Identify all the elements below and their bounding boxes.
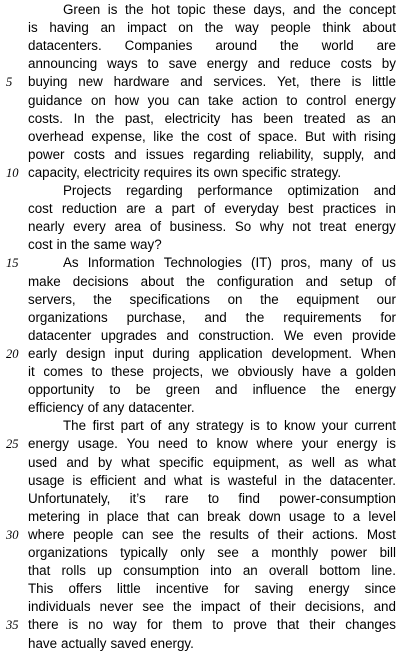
line-text: The first part of any strategy is to know your current [63, 418, 396, 434]
line-text: there is no way for them to prove that their changes [28, 617, 396, 633]
line-text: used and by what specific equipment, as well as what [28, 454, 396, 470]
text-line [0, 399, 400, 417]
line-text: datacenter upgrades and construction. We even provide [28, 327, 396, 343]
text-line [0, 435, 400, 453]
line-number: 20 [6, 346, 19, 361]
line-text: announcing ways to save energy and reduce costs by [28, 56, 396, 72]
line-text: organizations typically only see a monthly power bill [28, 545, 396, 560]
line-number: 10 [6, 165, 19, 180]
line-text: Unfortunately, it’s rare to find power-consumption [28, 490, 396, 506]
line-text: efficiency of any datacenter. [28, 400, 195, 416]
line-text: overhead expense, like the cost of space. But with rising [28, 128, 396, 144]
line-text: is having an impact on the way people think about [28, 20, 396, 36]
text-line [0, 635, 400, 653]
text-line [0, 37, 400, 55]
line-text: make decisions about the configuration and setup of [28, 273, 396, 289]
text-line [0, 73, 400, 91]
text-line [0, 381, 400, 399]
line-number: 15 [6, 256, 19, 271]
text-line [0, 236, 400, 254]
text-line [0, 218, 400, 236]
text-line [0, 55, 400, 73]
text-line [0, 273, 400, 291]
line-text: servers, the specifications on the equipment our [28, 291, 396, 307]
text-line [0, 562, 400, 580]
line-number: 25 [6, 437, 19, 452]
text-line [0, 92, 400, 110]
line-text: Projects regarding performance optimization and [63, 183, 396, 198]
text-line [0, 164, 400, 182]
line-text: it comes to these projects, we obviously have a golden [28, 364, 396, 379]
text-line [0, 417, 400, 435]
text-line [0, 182, 400, 200]
text-line [0, 616, 400, 634]
line-text: opportunity to be green and influence the energy [28, 382, 396, 398]
text-line [0, 146, 400, 164]
line-text: have actually saved energy. [28, 635, 194, 651]
line-text: This offers little incentive for saving energy since [28, 581, 396, 597]
text-line [0, 200, 400, 218]
line-text: cost in the same way? [28, 237, 162, 253]
line-number: 30 [6, 527, 19, 542]
line-number: 5 [6, 75, 13, 90]
text-line [0, 309, 400, 327]
text-line [0, 110, 400, 128]
line-text: capacity, electricity requires its own specific strategy. [28, 164, 342, 180]
line-text: energy usage. You need to know where your energy is [28, 436, 396, 452]
line-text: datacenters. Companies around the world are [28, 38, 396, 54]
text-line [0, 327, 400, 345]
text-line [0, 508, 400, 526]
line-text: Green is the hot topic these days, and the concept [63, 2, 396, 17]
text-line [0, 490, 400, 508]
text-line [0, 345, 400, 363]
line-number: 35 [6, 618, 19, 633]
text-line [0, 254, 400, 272]
line-text: cost reduction are a part of everyday best practices in [28, 201, 396, 217]
text-line [0, 472, 400, 490]
line-text: guidance on how you can take action to control energy [28, 92, 396, 108]
text-line [0, 128, 400, 146]
line-text: that rolls up consumption into an overall bottom line. [28, 563, 396, 579]
line-text: individuals never see the impact of their decisions, and [28, 599, 396, 615]
line-text: organizations purchase, and the requirements for [28, 309, 396, 325]
text-line [0, 291, 400, 309]
text-line [0, 544, 400, 562]
text-line [0, 1, 400, 19]
text-line [0, 580, 400, 598]
line-text: costs. In the past, electricity has been treated as an [28, 110, 396, 126]
line-text: usage is efficient and what is wasteful in the datacenter. [28, 472, 396, 488]
text-line [0, 19, 400, 37]
line-text: early design input during application development. When [28, 345, 396, 361]
line-text: power costs and issues regarding reliability, supply, and [28, 146, 396, 162]
text-line [0, 526, 400, 544]
line-text: where people can see the results of their actions. Most [28, 526, 396, 542]
text-line [0, 454, 400, 472]
line-text: nearly every area of business. So why not treat energy [28, 219, 396, 235]
text-line [0, 363, 400, 381]
line-text: metering in place that can break down usage to a level [28, 508, 396, 524]
line-text: As Information Technologies (IT) pros, many of us [63, 255, 396, 271]
text-line [0, 598, 400, 616]
line-text: buying new hardware and services. Yet, there is little [28, 74, 396, 90]
